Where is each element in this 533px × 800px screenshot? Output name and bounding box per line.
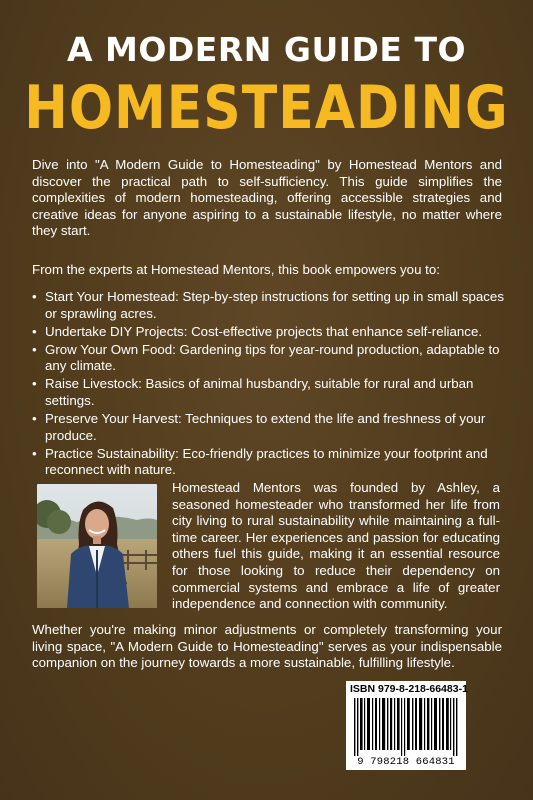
bullet-icon: •: [32, 341, 37, 357]
list-item: [32, 411, 504, 444]
bullet-icon: •: [32, 411, 37, 427]
feature-list: [32, 289, 504, 481]
author-photo: [37, 484, 157, 608]
list-item: [32, 342, 504, 375]
barcode-icon: [354, 698, 458, 756]
list-item: [32, 376, 504, 409]
list-item-text: Preserve Your Harvest: Techniques to extend the life and freshness of your produce.: [45, 411, 486, 443]
list-item-text: Practice Sustainability: Eco-friendly practices to minimize your footprint and reconnect with nature.: [45, 445, 488, 478]
list-item: [32, 324, 504, 341]
list-item-text: Raise Livestock: Basics of animal husbandry, suitable for rural and urban settings.: [45, 376, 474, 409]
title-line-1: A MODERN GUIDE TO: [66, 30, 467, 69]
list-item: [32, 289, 504, 322]
title-line-2: HOMESTEADING: [24, 74, 509, 143]
author-bio: Homestead Mentors was founded by Ashley, a seasoned homesteader who transformed her life from city living to rural sustainability while maintaining a full-time career. Her experiences and passion for educating others fuel this guide, making it an essential resource for those looking to reduce their dependency on commercial systems and embrace a life of greater independence and connection with community.: [172, 480, 500, 612]
intro-paragraph: Dive into "A Modern Guide to Homesteading" by Homestead Mentors and discover the practical path to self-sufficiency. This guide simplifies the complexities of modern homesteading, offering accessible strategies and creative ideas for anyone aspiring to a sustainable lifestyle, no matter where they start.: [32, 157, 502, 239]
list-item-text: Grow Your Own Food: Gardening tips for year-round production, adaptable to any climate.: [45, 341, 500, 374]
list-item: [32, 446, 504, 479]
bullet-icon: •: [32, 376, 37, 392]
bullet-icon: •: [32, 323, 37, 339]
bullet-icon: •: [32, 445, 37, 461]
bullet-icon: •: [32, 289, 37, 304]
isbn-barcode: [346, 681, 466, 770]
list-item-text: Start Your Homestead: Step-by-step instructions for setting up in small spaces or sprawling acres.: [45, 289, 504, 321]
list-item-text: Undertake DIY Projects: Cost-effective projects that enhance self-reliance.: [45, 323, 483, 339]
closing-paragraph: Whether you're making minor adjustments or completely transforming your living space, "A Modern Guide to Homesteading" serves as your indispensable companion on the journey towards a more sustainable, fulfilling lifestyle.: [32, 622, 502, 671]
lead-sentence: From the experts at Homestead Mentors, this book empowers you to:: [32, 262, 440, 277]
isbn-label: ISBN 979-8-218-66483-1: [350, 683, 468, 695]
barcode-digits: 9 798218 664831: [357, 756, 455, 768]
